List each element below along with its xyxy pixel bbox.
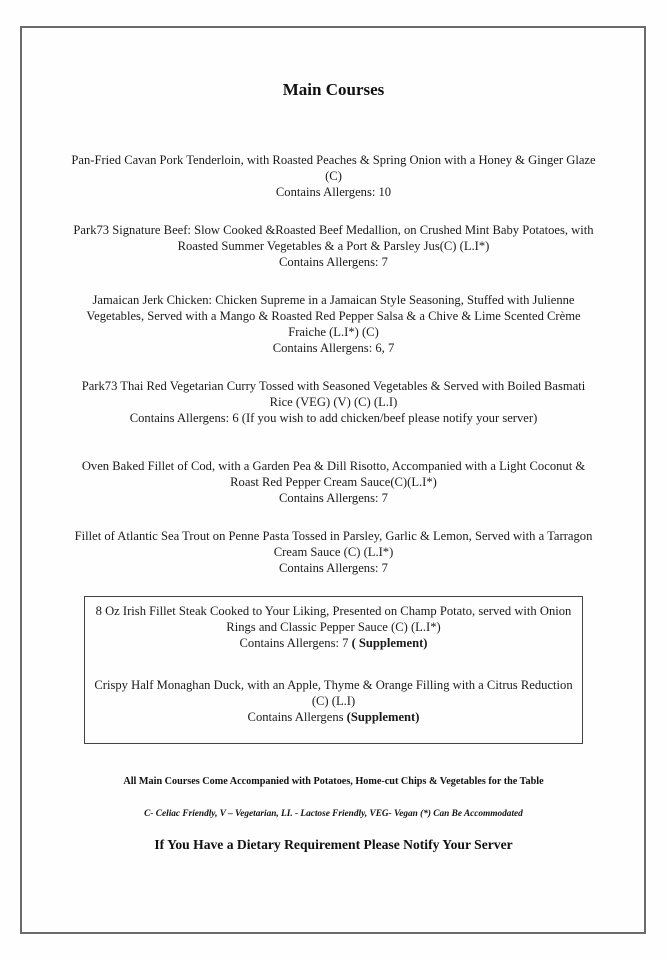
dish-allergens: Contains Allergens: 10 [275, 185, 392, 199]
dish-allergens: Contains Allergens: 7 [279, 491, 388, 505]
supplement-tag: (Supplement) [346, 710, 420, 724]
dietary-legend: C- Celiac Friendly, V – Vegetarian, LI. - Lactose Friendly, VEG- Vegan (*) Can Be Accommodated [144, 809, 523, 819]
dietary-notice: If You Have a Dietary Requirement Please Notify Your Server [154, 837, 513, 852]
supplement-box [84, 596, 583, 744]
menu-item [70, 292, 597, 356]
dish-description: Pan-Fried Cavan Pork Tenderloin, with Roasted Peaches & Spring Onion with a Honey & Ginger Glaze (C) [71, 153, 596, 183]
menu-item [85, 677, 582, 725]
menu-item [70, 378, 597, 426]
dish-description: Jamaican Jerk Chicken: Chicken Supreme in a Jamaican Style Seasoning, Stuffed with Julienne Vegetables, Served with a Mango & Roasted Red Pepper Salsa & a Chive & Lime Scented Crème Fraiche (L.I*) (C) [86, 293, 581, 339]
menu-item [70, 528, 597, 576]
allergen-text: Contains Allergens [247, 710, 347, 724]
dish-description: Fillet of Atlantic Sea Trout on Penne Pasta Tossed in Parsley, Garlic & Lemon, Served with a Tarragon Cream Sauce (C) (L.I*) [74, 529, 593, 559]
dish-allergens: Contains Allergens: 6, 7 [272, 341, 395, 355]
menu-item [70, 152, 597, 200]
dish-allergens: Contains Allergens: 7 [279, 561, 388, 575]
dish-description: Park73 Signature Beef: Slow Cooked &Roasted Beef Medallion, on Crushed Mint Baby Potatoes, with Roasted Summer Vegetables & a Port & Parsley Jus(C) (L.I*) [73, 223, 594, 253]
dish-allergens: Contains Allergens: 7 [279, 255, 388, 269]
allergen-text: Contains Allergens: 7 [239, 636, 349, 650]
supplement-tag: ( Supplement) [348, 636, 428, 650]
dish-allergens [85, 709, 582, 725]
dish-allergens: Contains Allergens: 6 (If you wish to add chicken/beef please notify your server) [129, 411, 538, 425]
accompaniment-note: All Main Courses Come Accompanied with Potatoes, Home-cut Chips & Vegetables for the Table [123, 776, 544, 787]
menu-item [70, 222, 597, 270]
dish-description: Park73 Thai Red Vegetarian Curry Tossed with Seasoned Vegetables & Served with Boiled Basmati Rice (VEG) (V) (C) (L.I) [81, 379, 586, 409]
dish-description: 8 Oz Irish Fillet Steak Cooked to Your Liking, Presented on Champ Potato, served with Onion Rings and Classic Pepper Sauce (C) (L.I*) [95, 604, 572, 634]
dish-description: Crispy Half Monaghan Duck, with an Apple, Thyme & Orange Filling with a Citrus Reduction (C) (L.I) [94, 678, 573, 708]
dish-description: Oven Baked Fillet of Cod, with a Garden Pea & Dill Risotto, Accompanied with a Light Coconut & Roast Red Pepper Cream Sauce(C)(L.I*) [81, 459, 586, 489]
page-title: Main Courses [282, 80, 385, 99]
menu-item [70, 458, 597, 506]
menu-item [85, 603, 582, 651]
dish-allergens [85, 635, 582, 651]
